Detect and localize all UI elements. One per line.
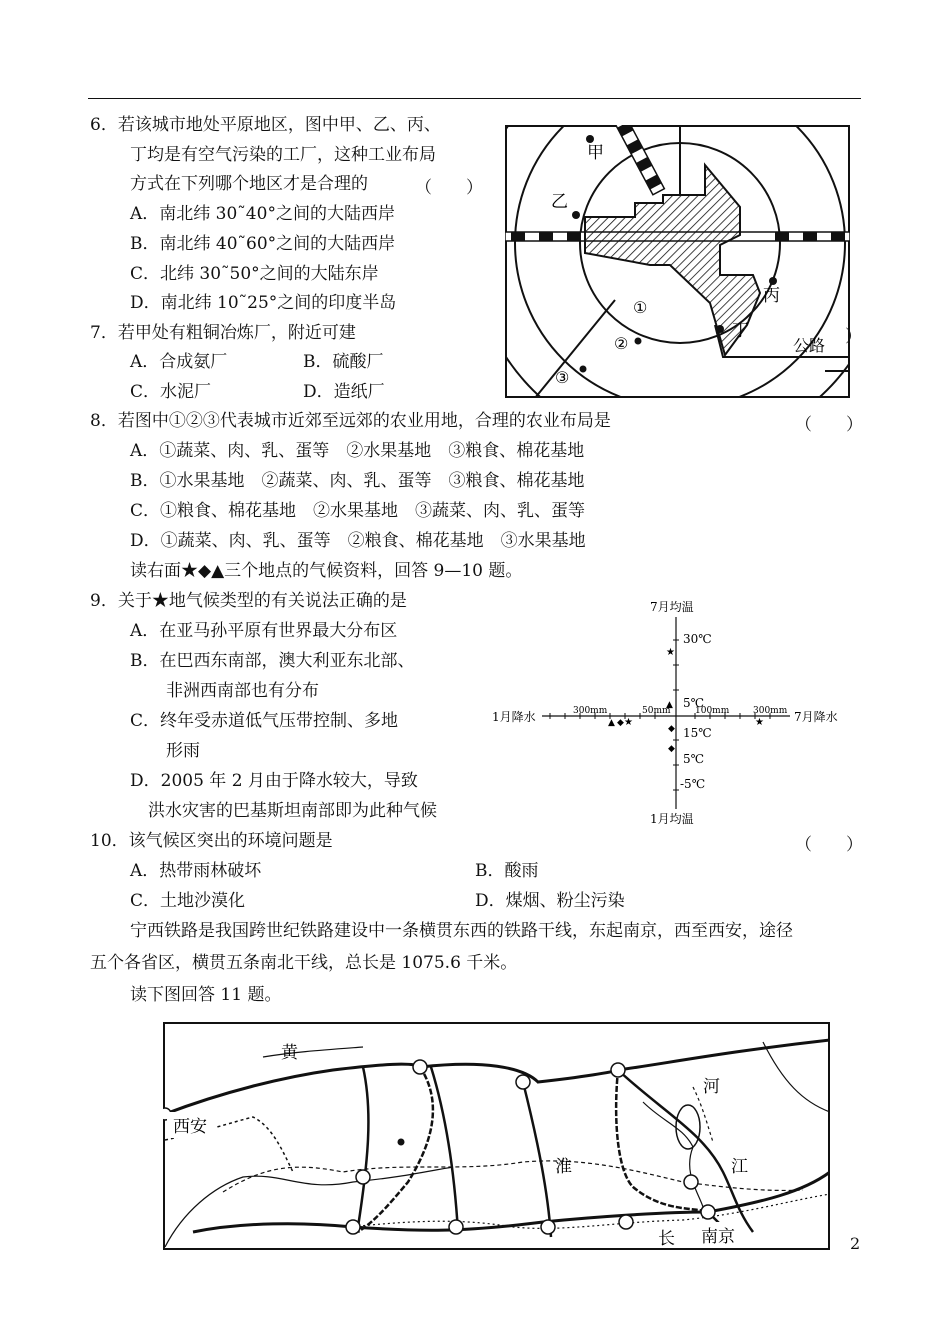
q7-answer-paren: ） [845,327,862,347]
map-label-huang: 黄 [281,1043,298,1063]
passage-line-1: 宁西铁路是我国跨世纪铁路建设中一条横贯东西的铁路干线，东起南京，西至西安，途径 [130,921,793,941]
q7-option-d: D．造纸厂 [303,382,385,402]
q9-option-c-line-2: 形雨 [166,741,200,761]
q10-option-c: C．土地沙漠化 [130,891,246,911]
zone-2-label: ② [614,334,629,353]
q9-option-b-line-2: 非洲西南部也有分布 [166,681,319,701]
factory-jia-label: 甲 [587,143,604,163]
q6-option-b: B．南北纬 40˜60°之间的大陆西岸 [130,234,396,254]
intro-9-10: 读右面★◆▲三个地点的气候资料，回答 9—10 题。 [130,561,523,581]
q6-option-d: D．南北纬 10˜25°之间的印度半岛 [130,293,397,313]
q7-option-c: C．水泥厂 [130,382,212,402]
passage-line-2: 五个各省区，横贯五条南北干线，总长是 1075.6 千米。 [90,953,518,973]
q10-answer-paren: （ ） [795,835,863,855]
y-tick-5-upper: 5℃ [683,696,705,710]
road-label: 公路 [793,336,826,355]
climate-top-label: 7月均温 [650,600,694,614]
factory-ding-label: 丁 [732,321,749,341]
diamond-marker-jan-rain: ◆ [617,718,624,728]
star-marker-july-rain: ★ [755,717,764,728]
climate-cross-figure [490,595,860,830]
q6-stem-line-2: 丁均是有空气污染的工厂，这种工业布局 [130,145,436,165]
q9-option-b-line-1: B．在巴西东南部，澳大利亚东北部、 [130,651,415,671]
q6-answer-paren: （ ） [415,178,483,198]
header-rule [88,98,861,99]
climate-bottom-label: 1月均温 [650,812,694,826]
triangle-marker-jan-rain: ▲ [608,718,615,728]
q10-option-a: A．热带雨林破坏 [130,861,262,881]
q9-stem: 9．关于★地气候类型的有关说法正确的是 [90,591,407,611]
y-tick-minus-5: -5℃ [680,777,706,791]
zone-1-label: ① [633,298,648,317]
y-tick-5-lower: 5℃ [683,752,705,766]
factory-bing-label: 丙 [763,286,780,306]
x-tick-300-left: 300mm [573,706,608,716]
q6-stem-line-3: 方式在下列哪个地区才是合理的 [130,174,368,194]
q8-option-c: C．①粮食、棉花基地 ②水果基地 ③蔬菜、肉、乳、蛋等 [130,501,586,521]
q7-stem: 7．若甲处有粗铜冶炼厂，附近可建 [90,323,356,343]
diamond-marker-jan-temp: ◆ [668,724,675,734]
q9-option-d-line-2: 洪水灾害的巴基斯坦南部即为此种气候 [148,801,437,821]
q9-option-a: A．在亚马孙平原有世界最大分布区 [130,621,398,641]
q11-intro: 读下图回答 11 题。 [130,985,282,1005]
map-label-huai: 淮 [555,1157,572,1177]
q6-option-a: A．南北纬 30˜40°之间的大陆西岸 [130,204,395,224]
climate-left-label: 1月降水 [492,710,536,724]
q8-option-d: D．①蔬菜、肉、乳、蛋等 ②粮食、棉花基地 ③水果基地 [130,531,586,551]
star-marker-july-temp: ★ [666,647,675,658]
q9-option-d-line-1: D．2005 年 2 月由于降水较大，导致 [130,771,418,791]
y-tick-30: 30℃ [683,632,712,646]
page-number: 2 [850,1234,861,1253]
q9-option-c-line-1: C．终年受赤道低气压带控制、多地 [130,711,399,731]
q10-option-b: B．酸雨 [475,861,539,881]
x-tick-300-right: 300mm [753,706,788,716]
x-tick-100: 100mm [695,706,730,716]
map-label-he: 河 [703,1077,720,1097]
q7-option-a: A．合成氨厂 [130,352,228,372]
triangle-marker-july-temp: ▲ [666,700,673,710]
climate-right-label: 7月降水 [794,710,838,724]
x-tick-50: 50mm [642,706,671,716]
map-label-jiang: 江 [731,1157,748,1177]
q8-option-a: A．①蔬菜、肉、乳、蛋等 ②水果基地 ③粮食、棉花基地 [130,441,585,461]
map-label-nanjing: 南京 [701,1227,735,1247]
diamond-marker-jan-temp-2: ◆ [668,744,675,754]
y-tick-15: 15℃ [683,726,712,740]
railway-map-figure [163,1022,830,1250]
q8-option-b: B．①水果基地 ②蔬菜、肉、乳、蛋等 ③粮食、棉花基地 [130,471,585,491]
star-marker-jan-rain: ★ [624,717,633,728]
q6-stem-line-1: 6．若该城市地处平原地区，图中甲、乙、丙、 [90,115,441,135]
q8-stem: 8．若图中①②③代表城市近郊至远郊的农业用地，合理的农业布局是 [90,411,611,431]
zone-3-label: ③ [555,368,570,387]
map-label-xian: 西安 [173,1117,207,1137]
q7-option-b: B．硫酸厂 [303,352,384,372]
q10-stem: 10．该气候区突出的环境问题是 [90,831,333,851]
q8-answer-paren: （ ） [795,415,863,435]
factory-yi-label: 乙 [551,192,568,212]
q6-option-c: C．北纬 30˜50°之间的大陆东岸 [130,264,379,284]
city-layout-figure [505,125,850,398]
q10-option-d: D．煤烟、粉尘污染 [475,891,625,911]
map-label-chang: 长 [658,1229,675,1249]
